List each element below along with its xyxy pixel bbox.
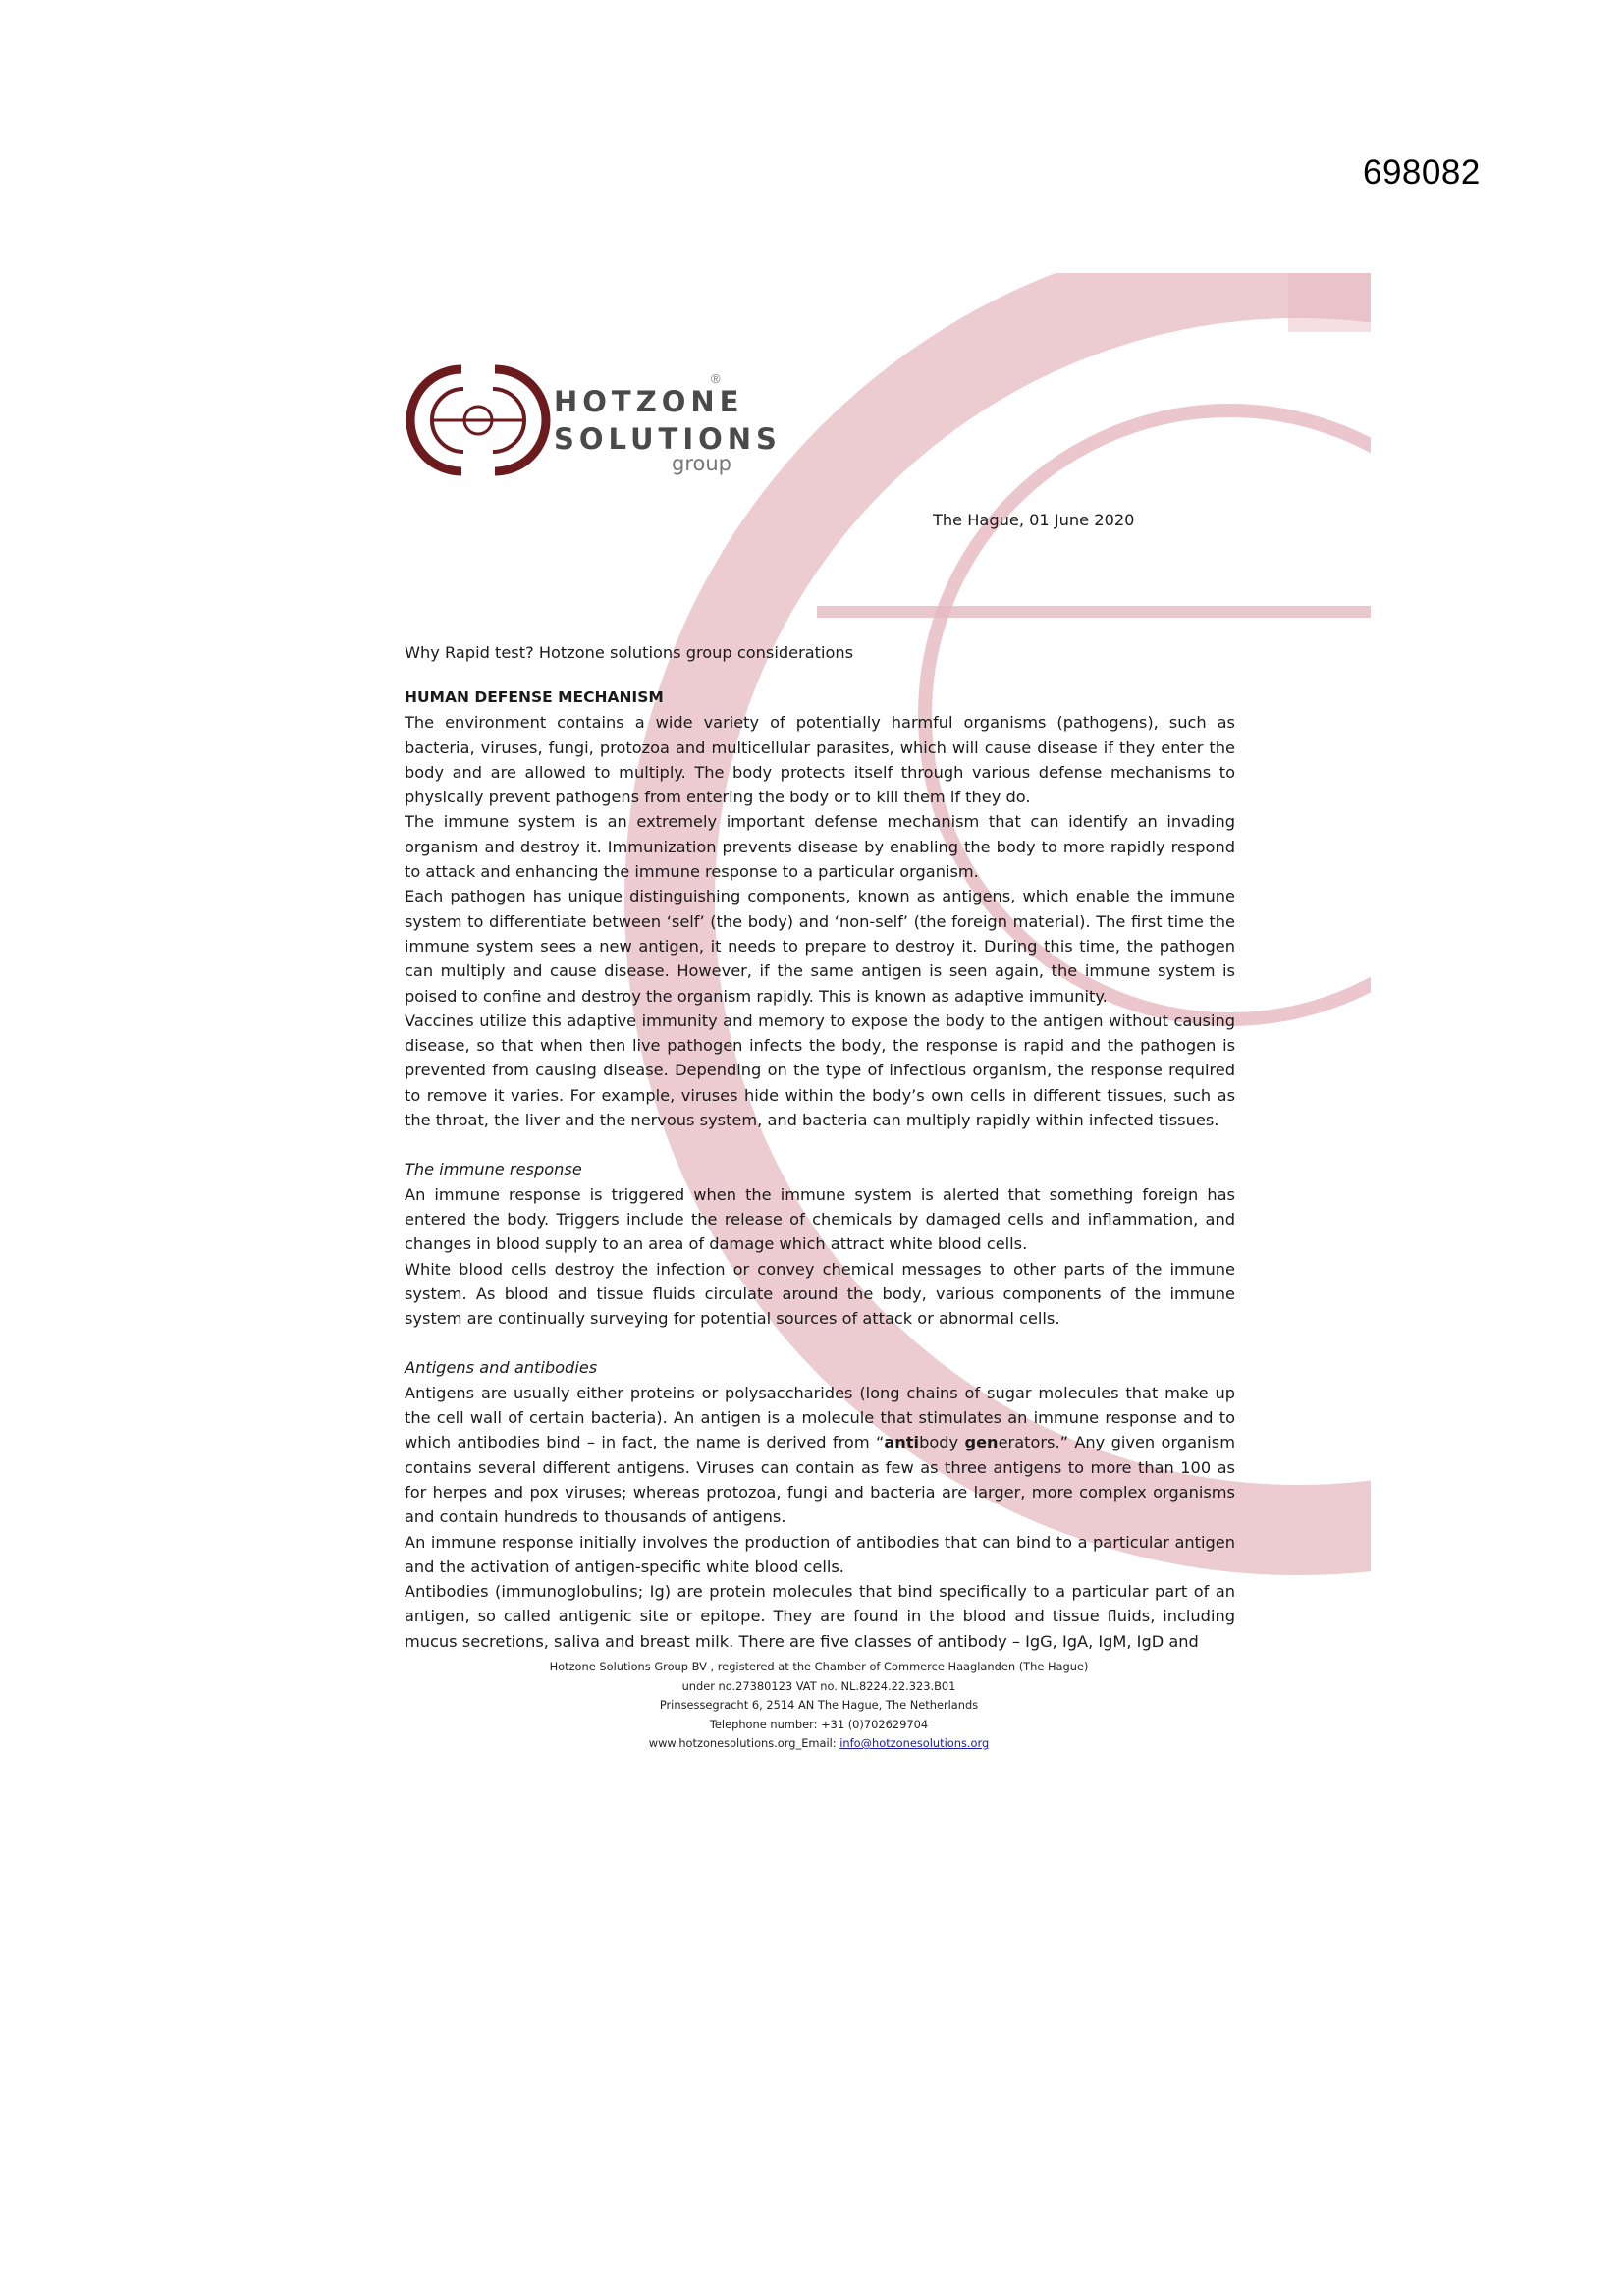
brand-line-1: HOTZONE <box>554 385 744 418</box>
paragraph: The environment contains a wide variety of potentially harmful organisms (pathogens), such as bacteria, viruses, fungi, protozoa and multicellular parasites, which will cause disease if they enter the body and are allowed to multiply. The body protects itself through various defense mechanisms to physically prevent pathogens from entering the body or to kill them if they do. <box>405 713 1235 807</box>
text-run-bold: gen <box>964 1433 999 1452</box>
registered-mark: ® <box>711 371 721 386</box>
paragraph: Antibodies (immunoglobulins; Ig) are protein molecules that bind specifically to a particular part of an antigen, so called antigenic site or epitope. They are found in the blood and tissue fluids, including mucus secretions, saliva and breast milk. There are five classes of antibody – IgG, IgA, IgM, IgD and <box>405 1582 1235 1651</box>
email-link[interactable]: info@hotzonesolutions.org <box>839 1736 990 1750</box>
brand-subtitle: group <box>672 452 731 475</box>
footer-line: Telephone number: +31 (0)702629704 <box>709 1717 929 1731</box>
paragraph: White blood cells destroy the infection or convey chemical messages to other parts of the immune system. As blood and tissue fluids circulate around the body, various components of the immune system are continually surveying for potential sources of attack or abnormal cells. <box>405 1259 1235 1329</box>
footer-line: Prinsessegracht 6, 2514 AN The Hague, The Netherlands <box>659 1698 979 1712</box>
letter-footer <box>267 1658 1371 1754</box>
paragraph: The immune system is an extremely important defense mechanism that can identify an invading organism and destroy it. Immunization prevents disease by enabling the body to more rapidly respond to attack and enhancing the immune response to a particular organism. <box>405 812 1235 882</box>
body-text <box>405 685 1235 1654</box>
paragraph: An immune response initially involves the production of antibodies that can bind to a particular antigen and the activation of antigen-specific white blood cells. <box>405 1532 1235 1576</box>
text-run: erators.” Any given organism contains several different antigens. Viruses can contain as few as three antigens to more than 100 as for herpes and pox viruses; whereas protozoa, fungi and bacteria are larger, more complex organisms and contain hundreds to thousands of antigens. <box>405 1433 1235 1527</box>
intro-line <box>405 640 1235 665</box>
brand-line-2: SOLUTIONS <box>554 422 782 456</box>
letter-page <box>267 273 1371 1785</box>
footer-line <box>267 1734 1371 1754</box>
paragraph: Vaccines utilize this adaptive immunity and memory to expose the body to the antigen without causing disease, so that when then live pathogen infects the body, the response is rapid and the pathogen is prevented from causing disease. Depending on the type of infectious organism, the response required to remove it varies. For example, viruses hide within the body’s own cells in different tissues, such as the throat, the liver and the nervous system, and bacteria can multiply rapidly within infected tissues. <box>405 1011 1235 1130</box>
paragraph: Each pathogen has unique distinguishing components, known as antigens, which enable the immune system to differentiate between ‘self’ (the body) and ‘non-self’ (the foreign material). The first time the immune system sees a new antigen, it needs to prepare to destroy it. During this time, the pathogen can multiply and cause disease. However, if the same antigen is seen again, the immune system is poised to confine and destroy the organism rapidly. This is known as adaptive immunity. <box>405 887 1235 1006</box>
text-run: body <box>919 1433 965 1452</box>
document-id: 698082 <box>1363 153 1481 191</box>
section-heading-defense: HUMAN DEFENSE MECHANISM <box>405 688 664 706</box>
brand-name <box>554 383 782 458</box>
footer-website: www.hotzonesolutions.org_Email: <box>648 1736 840 1750</box>
text-run: Antigens are usually either proteins or polysaccharides (long chains of sugar molecules that make up the cell wall of certain bacteria). An antigen is a molecule that stimulates an immune response and to which antibodies bind – in fact, the name is derived from “ <box>405 1383 1235 1452</box>
intro-text: Why Rapid test? Hotzone solutions group considerations <box>405 643 854 662</box>
text-run-bold: anti <box>884 1433 920 1452</box>
footer-line: under no.27380123 VAT no. NL.8224.22.323.B01 <box>681 1678 956 1693</box>
section-heading-immune-response: The immune response <box>405 1160 582 1179</box>
paragraph <box>405 1381 1235 1530</box>
date-line: The Hague, 01 June 2020 <box>933 511 1135 529</box>
section-heading-antigens: Antigens and antibodies <box>405 1358 598 1378</box>
paragraph: An immune response is triggered when the immune system is alerted that something foreign has entered the body. Triggers include the release of chemicals by damaged cells and inflammation, and changes in blood supply to an area of damage which attract white blood cells. <box>405 1184 1235 1254</box>
footer-line: Hotzone Solutions Group BV , registered at the Chamber of Commerce Haaglanden (The Hague) <box>549 1660 1089 1673</box>
